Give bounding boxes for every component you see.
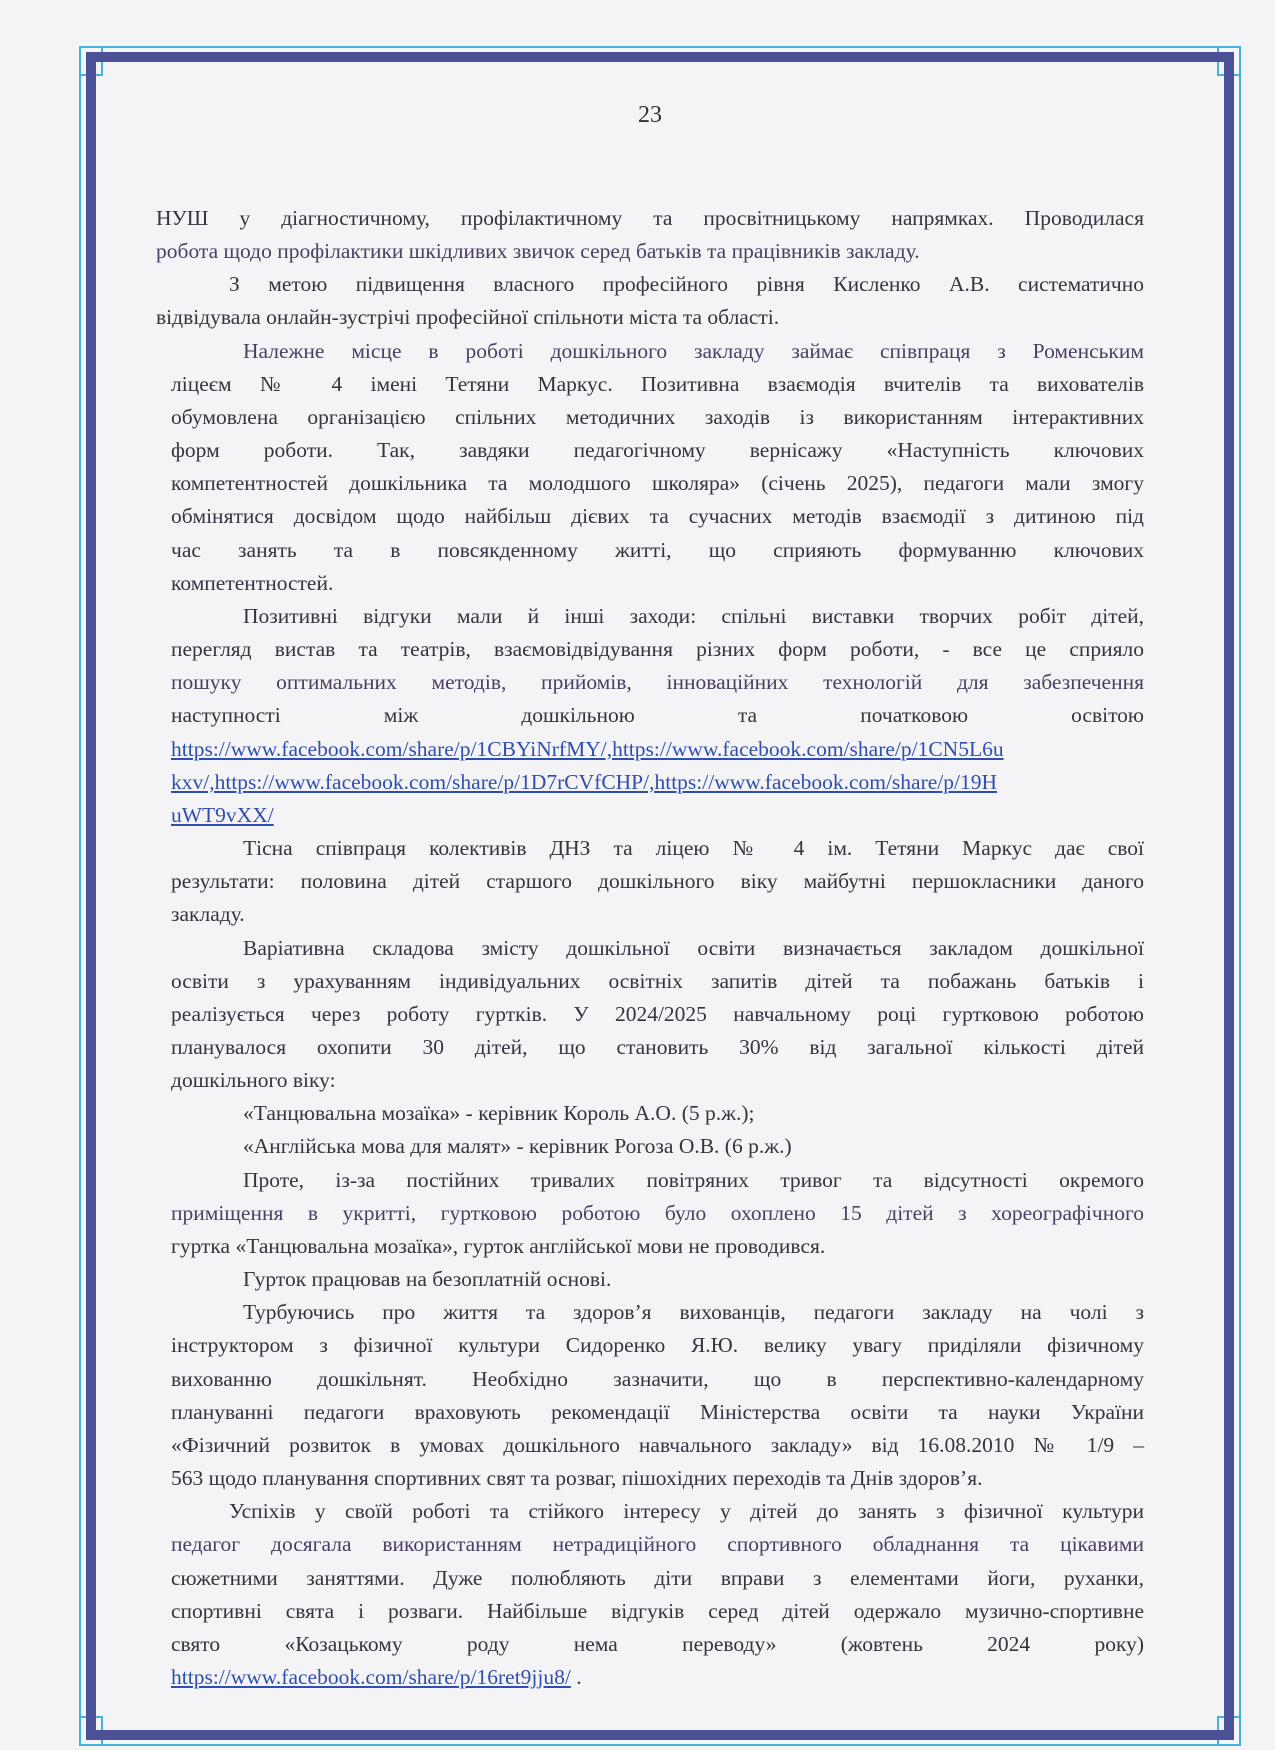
text-line: ліцеєм № 4 імені Тетяни Маркус. Позитивна взаємодія вчителів та вихователів [171, 371, 1144, 396]
text-line: обумовлена організацією спільних методичних заходів із використанням інтерактивних [171, 404, 1144, 429]
text-line: час занять та в повсякденному житті, що сприяють формуванню ключових [171, 537, 1144, 562]
facebook-link[interactable]: uWT9vXX/ [171, 802, 274, 827]
text-line: інструктором з фізичної культури Сидоренко Я.Ю. велику увагу приділяли фізичному [171, 1333, 1144, 1358]
facebook-link[interactable]: https://www.facebook.com/share/p/16ret9jju8/ [171, 1665, 571, 1690]
text-line: компетентностей. [171, 570, 334, 595]
link-trailing-text: . [570, 1665, 582, 1690]
text-line: З метою підвищення власного професійного рівня Кисленко А.В. систематично [229, 272, 1144, 297]
text-line: НУШ у діагностичному, профілактичному та просвітницькому напрямках. Проводилася [156, 206, 1144, 230]
link-line [171, 766, 1144, 799]
text-line: освіти з урахуванням індивідуальних освітніх запитів дітей та побажань батьків і [171, 968, 1144, 993]
text-line: обмінятися досвідом щодо найбільш дієвих та сучасних методів взаємодії з дитиною під [171, 504, 1144, 529]
text-line: гуртка «Танцювальна мозаїка», гурток англійської мови не проводився. [171, 1233, 826, 1258]
text-line: Успіхів у своїй роботі та стійкого інтересу у дітей до занять з фізичної культури [229, 1499, 1144, 1524]
text-line: дошкільного віку: [171, 1068, 336, 1093]
link-line [171, 733, 1144, 766]
link-line [171, 799, 274, 832]
text-line: Турбуючись про життя та здоров’я вихованців, педагоги закладу на чолі з [243, 1300, 1144, 1325]
text-line: Варіативна складова змісту дошкільної освіти визначається закладом дошкільної [243, 935, 1144, 960]
text-line: «Фізичний розвиток в умовах дошкільного навчального закладу» від 16.08.2010 № 1/9 – [171, 1432, 1144, 1457]
text-line: форм роботи. Так, завдяки педагогічному вернісажу «Наступність ключових [171, 438, 1144, 463]
text-line: «Танцювальна мозаїка» - керівник Король А.О. (5 р.ж.); [243, 1101, 755, 1126]
text-line: Належне місце в роботі дошкільного закладу займає співпраця з Роменським [243, 338, 1144, 363]
page-number: 23 [638, 102, 662, 128]
text-line: Проте, із-за постійних тривалих повітряних тривог та відсутності окремого [243, 1167, 1144, 1192]
text-line: реалізується через роботу гуртків. У 2024/2025 навчальному році гуртковою роботою [171, 1001, 1144, 1026]
facebook-link[interactable]: https://www.facebook.com/share/p/1CBYiNrfMY/,https://www.facebook.com/share/p/1CN5L6u [171, 736, 1004, 761]
facebook-link[interactable]: kxv/,https://www.facebook.com/share/p/1D7rCVfCHP/,https://www.facebook.com/share/p/19H [171, 769, 998, 794]
text-line: 563 щодо планування спортивних свят та розваг, пішохідних переходів та Днів здоров’я. [171, 1466, 983, 1491]
text-line: компетентностей дошкільника та молодшого школяра» (січень 2025), педагоги мали змогу [171, 471, 1144, 496]
text-line: планувалося охопити 30 дітей, що становить 30% від загальної кількості дітей [171, 1035, 1144, 1059]
text-line: робота щодо профілактики шкідливих звичок серед батьків та працівників закладу. [156, 239, 920, 264]
text-line: плануванні педагоги враховують рекомендації Міністерства освіти та науки України [171, 1399, 1144, 1424]
text-line: спортивні свята і розваги. Найбільше відгуків серед дітей одержало музично-спортивне [171, 1598, 1144, 1623]
text-line: свято «Козацькому роду нема переводу» (жовтень 2024 року) [171, 1631, 1144, 1656]
link-line [171, 1661, 582, 1694]
text-line: закладу. [171, 902, 245, 927]
text-line: сюжетними заняттями. Дуже полюбляють діти вправи з елементами йоги, руханки, [171, 1565, 1144, 1590]
text-line: результати: половина дітей старшого дошкільного віку майбутні першокласники даного [171, 869, 1144, 894]
text-line: приміщення в укритті, гуртковою роботою було охоплено 15 дітей з хореографічного [171, 1200, 1144, 1225]
text-line: наступності між дошкільною та початковою освітою [171, 703, 1144, 728]
text-line: пошуку оптимальних методів, прийомів, інноваційних технологій для забезпечення [171, 670, 1144, 695]
text-line: Позитивні відгуки мали й інші заходи: спільні виставки творчих робіт дітей, [243, 603, 1144, 628]
text-line: Тісна співпраця колективів ДНЗ та ліцею № 4 ім. Тетяни Маркус дає свої [243, 836, 1144, 861]
text-line: педагог досягала використанням нетрадиційного спортивного обладнання та цікавими [171, 1532, 1144, 1557]
text-line: відвідувала онлайн-зустрічі професійної спільноти міста та області. [156, 305, 780, 330]
text-line: «Англійська мова для малят» - керівник Рогоза О.В. (6 р.ж.) [243, 1134, 792, 1159]
text-line: перегляд вистав та театрів, взаємовідвідування різних форм роботи, - все це сприяло [171, 637, 1144, 662]
text-line: вихованню дошкільнят. Необхідно зазначити, що в перспективно-календарному [171, 1366, 1144, 1391]
text-line: Гурток працював на безоплатній основі. [243, 1267, 612, 1292]
